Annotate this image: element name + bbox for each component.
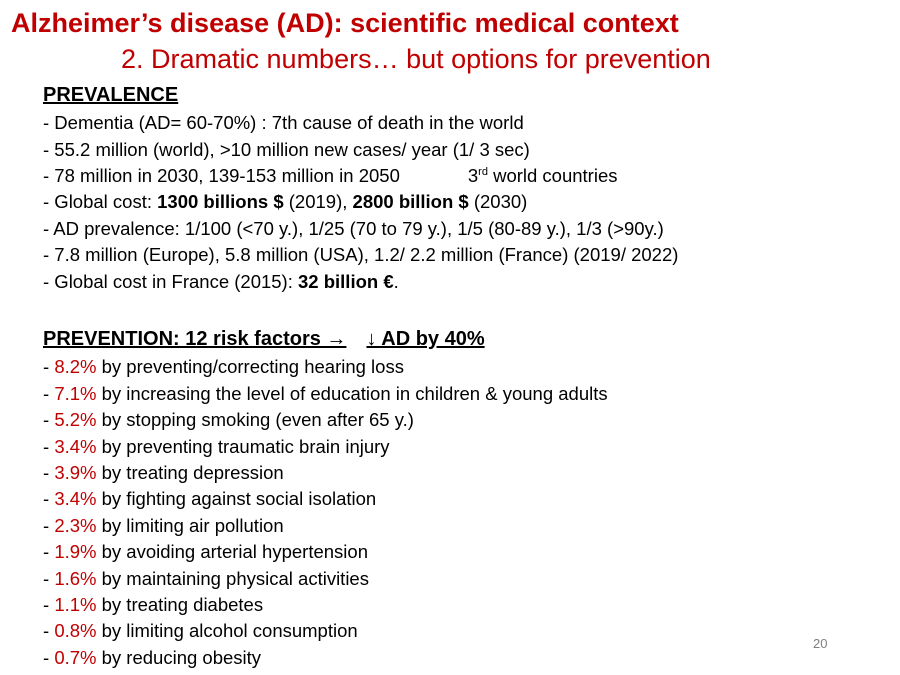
france-cost-value: 32 billion € [298,271,394,292]
risk-factor-text: by preventing traumatic brain injury [96,436,390,457]
risk-percentage: 8.2% [54,356,97,377]
risk-factor-text: by treating diabetes [96,594,264,615]
risk-percentage: 0.8% [54,620,97,641]
risk-factor-text: by maintaining physical activities [96,568,369,589]
slide-title: Alzheimer’s disease (AD): scientific medical context [11,8,679,38]
risk-percentage: 3.4% [54,436,97,457]
risk-percentage: 0.7% [54,647,97,668]
prevention-item: - 5.2% by stopping smoking (even after 65 y.) [43,409,414,430]
risk-percentage: 3.4% [54,488,97,509]
risk-percentage: 1.1% [54,594,97,615]
prevalence-line-projection [43,164,618,188]
prevention-item: - 3.9% by treating depression [43,462,284,483]
prevention-item: - 3.4% by preventing traumatic brain injury [43,436,390,457]
prevalence-line-death-cause: - Dementia (AD= 60-70%) : 7th cause of death in the world [43,112,524,133]
risk-percentage: 1.9% [54,541,97,562]
prevalence-line-world-cases: - 55.2 million (world), >10 million new cases/ year (1/ 3 sec) [43,139,530,160]
risk-factor-text: by limiting alcohol consumption [96,620,358,641]
prevention-item: - 0.7% by reducing obesity [43,647,262,668]
prevention-item: - 0.8% by limiting alcohol consumption [43,620,358,641]
risk-percentage: 1.6% [54,568,97,589]
prevention-item: - 2.3% by limiting air pollution [43,515,284,536]
prevalence-line-regions: - 7.8 million (Europe), 5.8 million (USA), 1.2/ 2.2 million (France) (2019/ 2022) [43,244,679,265]
prevention-heading: PREVENTION: 12 risk factors → ↓ AD by 40% [43,328,485,350]
risk-factor-text: by limiting air pollution [96,515,284,536]
prevalence-line-france-cost: - Global cost in France (2015): 32 billion €. [43,271,399,292]
projection-text: - 78 million in 2030, 139-153 million in 2050 [43,165,400,186]
prevalence-line-global-cost: - Global cost: 1300 billions $ (2019), 2800 billion $ (2030) [43,191,528,212]
slide-subtitle: 2. Dramatic numbers… but options for prevention [121,44,711,74]
risk-percentage: 3.9% [54,462,97,483]
prevention-item: - 1.6% by maintaining physical activities [43,568,369,589]
risk-factor-text: by fighting against social isolation [96,488,377,509]
prevalence-heading: PREVALENCE [43,84,179,106]
page-number: 20 [813,636,828,651]
risk-percentage: 5.2% [54,409,97,430]
risk-factor-text: by stopping smoking (even after 65 y.) [96,409,414,430]
cost-2030: 2800 billion $ [352,191,469,212]
prevention-item: - 8.2% by preventing/correcting hearing loss [43,356,404,377]
prevention-item: - 1.1% by treating diabetes [43,594,264,615]
prevention-item: - 1.9% by avoiding arterial hypertension [43,541,368,562]
prevalence-line-age-groups: - AD prevalence: 1/100 (<70 y.), 1/25 (70 to 79 y.), 1/5 (80-89 y.), 1/3 (>90y.) [43,218,664,239]
risk-factor-text: by preventing/correcting hearing loss [96,356,404,377]
prevention-item: - 3.4% by fighting against social isolation [43,488,377,509]
risk-factor-text: by increasing the level of education in children & young adults [96,383,608,404]
risk-factor-text: by reducing obesity [96,647,262,668]
risk-percentage: 2.3% [54,515,97,536]
risk-factor-text: by avoiding arterial hypertension [96,541,368,562]
cost-2019: 1300 billions $ [157,191,284,212]
risk-percentage: 7.1% [54,383,97,404]
third-world-note: 3rd world countries [467,165,618,186]
prevention-item: - 7.1% by increasing the level of education in children & young adults [43,383,608,404]
risk-factor-text: by treating depression [96,462,284,483]
